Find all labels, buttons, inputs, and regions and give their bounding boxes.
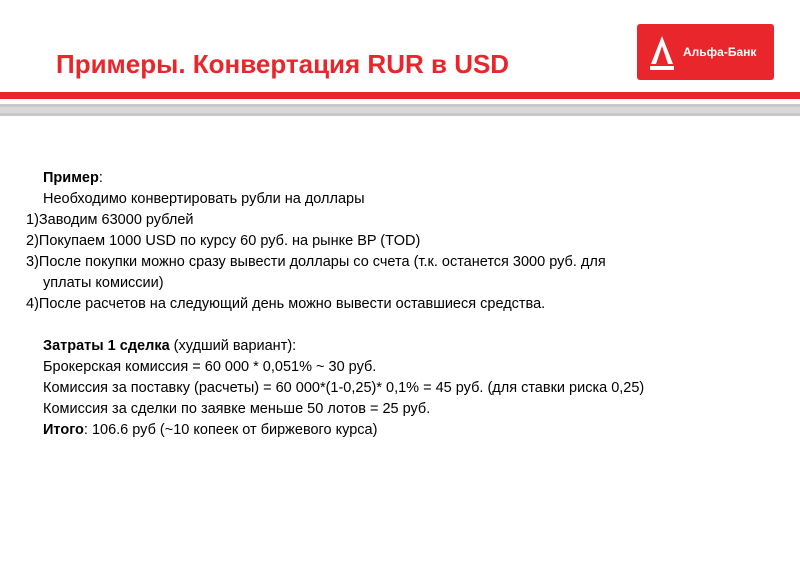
page-title: Примеры. Конвертация RUR в USD xyxy=(56,49,510,79)
cost-small-order-commission: Комиссия за сделки по заявке меньше 50 лотов = 25 руб. xyxy=(43,401,431,417)
alfa-letter-icon xyxy=(647,32,677,72)
cost-delivery-commission: Комиссия за поставку (расчеты) = 60 000*(1-0,25)* 0,1% = 45 руб. (для ставки риска 0,25) xyxy=(43,380,645,396)
step-1: 1)Заводим 63000 рублей xyxy=(26,212,194,228)
example-label-line xyxy=(26,168,786,189)
step-3: 3)После покупки можно сразу вывести доллары со счета (т.к. останется 3000 руб. для xyxy=(26,254,606,270)
example-label-colon: : xyxy=(98,170,103,186)
header-divider-red xyxy=(0,92,800,99)
costs-heading xyxy=(26,336,786,357)
alfa-bank-logo xyxy=(637,24,774,80)
total-label: Итого xyxy=(43,422,84,438)
example-intro: Необходимо конвертировать рубли на доллары xyxy=(43,191,365,207)
step-3-continued: уплаты комиссии) xyxy=(43,275,164,291)
spacer xyxy=(26,315,786,336)
cost-broker-commission: Брокерская комиссия = 60 000 * 0,051% ~ 30 руб. xyxy=(43,359,377,375)
example-label: Пример xyxy=(43,170,99,186)
step-2: 2)Покупаем 1000 USD по курсу 60 руб. на рынке BP (TOD) xyxy=(26,233,421,249)
total-value: : 106.6 руб (~10 копеек от биржевого курса) xyxy=(83,422,378,438)
costs-heading-bold: Затраты 1 сделка xyxy=(43,338,170,354)
logo-text: Альфа-Банк xyxy=(683,45,757,59)
slide-body xyxy=(26,168,786,441)
costs-heading-rest: (худший вариант): xyxy=(169,338,297,354)
step-4: 4)После расчетов на следующий день можно вывести оставшиеся средства. xyxy=(26,296,546,312)
cost-total xyxy=(26,420,786,441)
header-divider-gray xyxy=(0,104,800,116)
